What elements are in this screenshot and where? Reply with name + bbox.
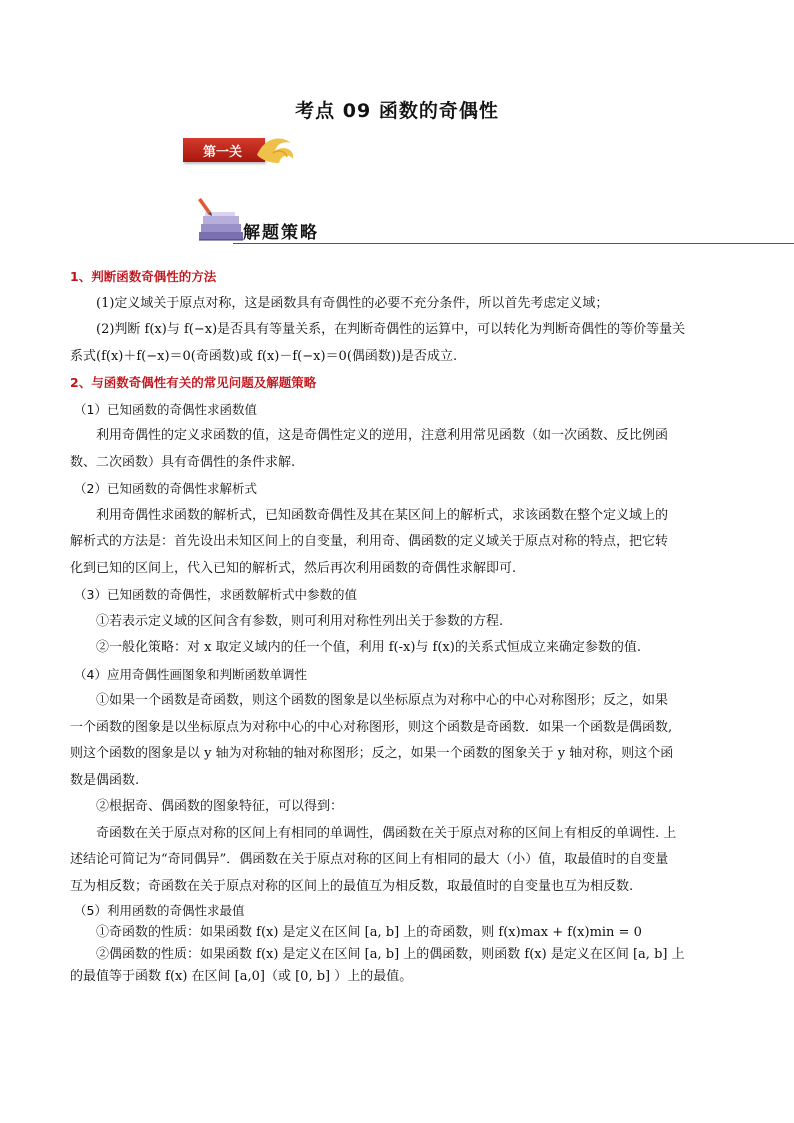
subheading: （5）利用函数的奇偶性求最值 [74,903,245,918]
paragraph: 利用奇偶性的定义求函数的值，这是奇偶性定义的逆用，注意利用常见函数（如一次函数、反比例函 [96,428,669,443]
paragraph: (1)定义域关于原点对称，这是函数具有奇偶性的必要不充分条件，所以首先考虑定义域； [96,295,609,311]
paragraph: 数、二次函数）具有奇偶性的条件求解. [70,454,296,470]
section-heading-1: 1、判断函数奇偶性的方法 [70,269,217,284]
section-heading-2: 2、与函数奇偶性有关的常见问题及解题策略 [70,375,317,390]
subheading: （1）已知函数的奇偶性求函数值 [74,401,257,417]
subheading: （4）应用奇偶性画图象和判断函数单调性 [74,666,307,682]
divider [233,243,794,244]
paragraph: 一个函数的图象是以坐标原点为对称中心的中心对称图形，则这个函数是奇函数．如果一个函数是偶函数, [70,719,673,735]
paragraph: 系式(f(x)＋f(−x)＝0(奇函数)或 f(x)－f(−x)＝0(偶函数))是否成立. [70,348,458,364]
paragraph: 述结论可简记为“奇同偶异”．偶函数在关于原点对称的区间上有相同的最大（小）值，取最值时的自变量 [70,852,669,867]
paragraph: 化到已知的区间上，代入已知的解析式，然后再次利用函数的奇偶性求解即可. [70,560,517,576]
document-body [70,264,730,988]
paragraph: 的最值等于函数 f(x) 在区间 [a,0]（或 [0, b] ）上的最值。 [70,969,413,984]
paragraph: 解析式的方法是：首先设出未知区间上的自变量，利用奇、偶函数的定义域关于原点对称的特点，把它转 [70,534,669,549]
section-banner [183,133,303,169]
paragraph: ②偶函数的性质：如果函数 f(x) 是定义在区间 [a, b] 上的偶函数，则函数 f(x) 是定义在区间 [a, b] 上 [96,947,685,962]
paragraph: ①如果一个函数是奇函数，则这个函数的图象是以坐标原点为对称中心的中心对称图形；反之，如果 [96,693,669,708]
strategy-banner [193,196,794,246]
paragraph: ①若表示定义域的区间含有参数，则可利用对称性列出关于参数的方程. [96,613,504,629]
strategy-label: 解题策略 [243,223,319,243]
subheading: （3）已知函数的奇偶性，求函数解析式中参数的值 [74,587,357,602]
subheading: （2）已知函数的奇偶性求解析式 [74,481,257,496]
section-label: 第一关 [203,145,243,160]
swirl-ornament-icon [255,133,301,169]
paragraph: ②一般化策略：对 x 取定义域内的任一个值，利用 f(-x)与 f(x)的关系式恒成立来确定参数的值. [96,640,641,655]
paragraph: 则这个函数的图象是以 y 轴为对称轴的轴对称图形；反之，如果一个函数的图象关于 y 轴对称，则这个函 [70,746,674,761]
page-title: 考点 09 函数的奇偶性 [295,100,499,122]
paragraph: 利用奇偶性求函数的解析式，已知函数奇偶性及其在某区间上的解析式，求该函数在整个定义域上的 [96,507,669,523]
paragraph: ②根据奇、偶函数的图象特征，可以得到： [96,799,344,814]
paragraph: ①奇函数的性质：如果函数 f(x) 是定义在区间 [a, b] 上的奇函数，则 f(x)max + f(x)min = 0 [96,925,642,940]
paragraph: 数是偶函数. [70,772,140,788]
books-pencil-icon [193,196,247,244]
section-tab [183,138,265,162]
paragraph: (2)判断 f(x)与 f(−x)是否具有等量关系，在判断奇偶性的运算中，可以转化为判断奇偶性的等价等量关 [96,322,686,337]
paragraph: 互为相反数；奇函数在关于原点对称的区间上的最值互为相反数，取最值时的自变量也互为相反数. [70,878,634,894]
paragraph: 奇函数在关于原点对称的区间上有相同的单调性，偶函数在关于原点对称的区间上有相反的单调性. 上 [96,825,677,841]
